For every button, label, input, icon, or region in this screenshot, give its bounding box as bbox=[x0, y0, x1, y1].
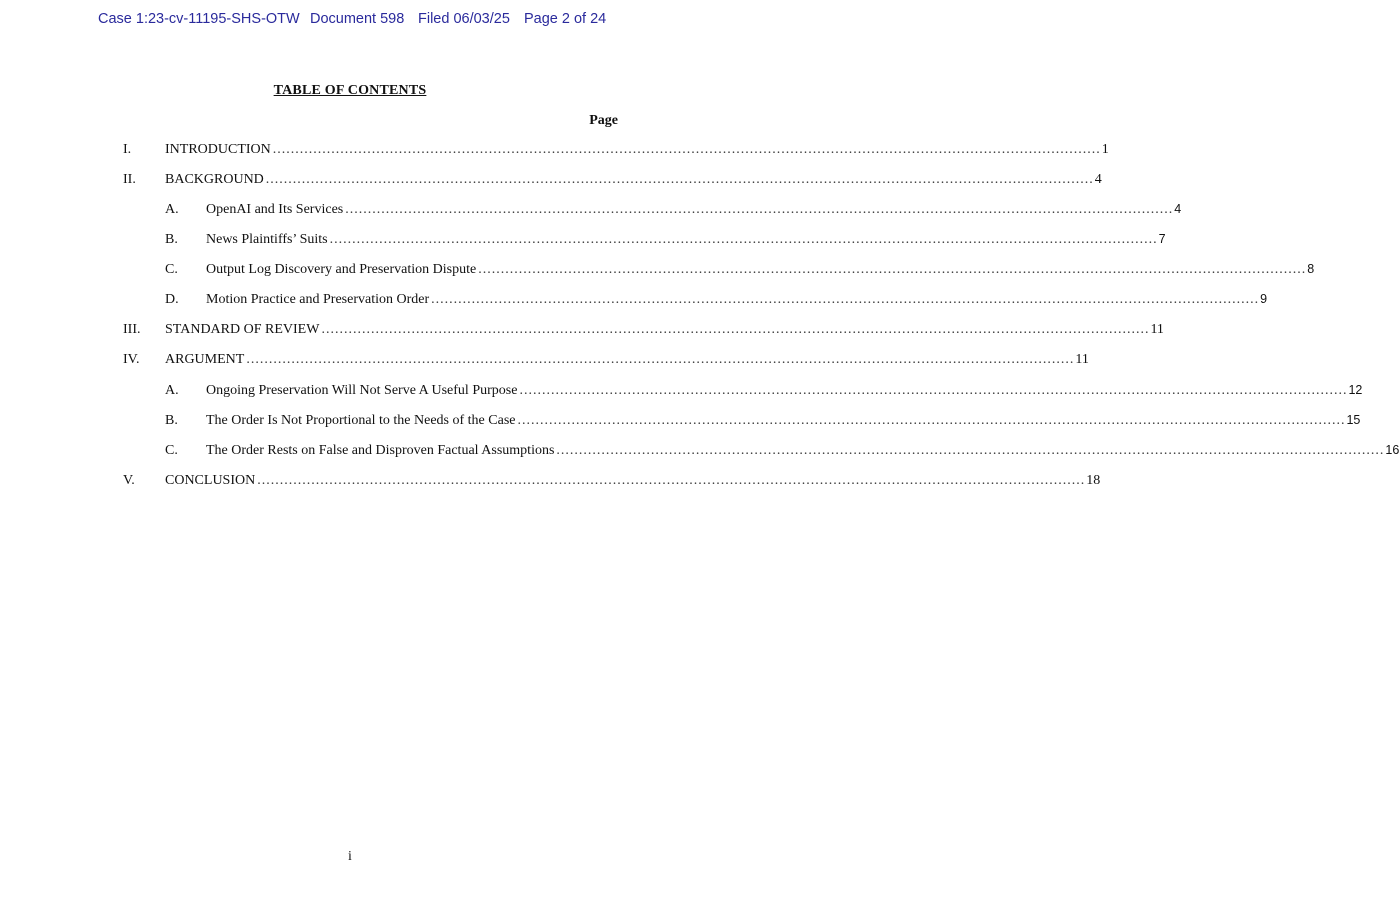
toc-entry-page: 9 bbox=[1260, 292, 1268, 306]
toc-entry-title: Output Log Discovery and Preservation Dispute bbox=[206, 262, 477, 277]
toc-entry-motion-practice bbox=[0, 292, 1268, 310]
toc-entry-not-proportional bbox=[0, 413, 1361, 431]
toc-entry-page: 11 bbox=[1075, 352, 1089, 367]
dot-leader: ........................................................................................................................................................................................ bbox=[478, 262, 1307, 277]
filing-header bbox=[0, 11, 700, 31]
toc-entry-page: 18 bbox=[1086, 473, 1101, 488]
dot-leader: ........................................................................................................................................................................................ bbox=[321, 322, 1150, 337]
dot-leader: ........................................................................................................................................................................................ bbox=[431, 292, 1260, 307]
toc-entry-title: ARGUMENT bbox=[165, 352, 245, 367]
dot-leader: ........................................................................................................................................................................................ bbox=[272, 142, 1101, 157]
toc-entry-background bbox=[0, 172, 1102, 190]
toc-entry-page: 1 bbox=[1101, 142, 1109, 157]
toc-entry-page: 16 bbox=[1385, 443, 1399, 457]
toc-entry-number: IV. bbox=[123, 352, 140, 367]
toc-entry-number: III. bbox=[123, 322, 141, 337]
toc-entry-number: A. bbox=[165, 202, 179, 217]
toc-entry-title: BACKGROUND bbox=[165, 172, 264, 187]
toc-entry-title: News Plaintiffs’ Suits bbox=[206, 232, 328, 247]
toc-entry-conclusion bbox=[0, 473, 1101, 491]
toc-entry-standard-of-review bbox=[0, 322, 1164, 340]
toc-entry-output-log-discovery bbox=[0, 262, 1315, 280]
toc-title: TABLE OF CONTENTS bbox=[273, 83, 427, 98]
dot-leader: ........................................................................................................................................................................................ bbox=[556, 443, 1385, 458]
page-column-label: Page bbox=[589, 113, 618, 128]
dot-leader: ........................................................................................................................................................................................ bbox=[329, 232, 1158, 247]
toc-entry-title: CONCLUSION bbox=[165, 473, 256, 488]
toc-entry-number: I. bbox=[123, 142, 132, 157]
toc-entry-number: II. bbox=[123, 172, 136, 187]
toc-entry-title: Motion Practice and Preservation Order bbox=[206, 292, 430, 307]
toc-entry-number: V. bbox=[123, 473, 135, 488]
toc-entry-number: A. bbox=[165, 383, 179, 398]
toc-entry-page: 4 bbox=[1174, 202, 1182, 216]
page-count: Page 2 of 24 bbox=[524, 11, 607, 27]
toc-entry-number: B. bbox=[165, 232, 178, 247]
toc-entry-title: The Order Rests on False and Disproven Factual Assumptions bbox=[206, 443, 555, 458]
toc-entry-argument bbox=[0, 352, 1089, 370]
toc-entry-page: 4 bbox=[1094, 172, 1102, 187]
page-number: i bbox=[348, 849, 352, 864]
dot-leader: ........................................................................................................................................................................................ bbox=[519, 383, 1348, 398]
toc-entry-openai-services bbox=[0, 202, 1182, 220]
toc-entry-title: STANDARD OF REVIEW bbox=[165, 322, 320, 337]
toc-entry-title: The Order Is Not Proportional to the Needs of the Case bbox=[206, 413, 516, 428]
dot-leader: ........................................................................................................................................................................................ bbox=[265, 172, 1094, 187]
toc-entry-number: D. bbox=[165, 292, 179, 307]
toc-entry-page: 7 bbox=[1158, 232, 1166, 246]
toc-entry-page: 12 bbox=[1348, 383, 1363, 397]
dot-leader: ........................................................................................................................................................................................ bbox=[517, 413, 1346, 428]
toc-entry-number: C. bbox=[165, 262, 178, 277]
toc-entry-introduction bbox=[0, 142, 1109, 160]
toc-entry-ongoing-preservation bbox=[0, 383, 1363, 401]
dot-leader: ........................................................................................................................................................................................ bbox=[257, 473, 1086, 488]
toc-entry-page: 11 bbox=[1150, 322, 1164, 337]
toc-entry-news-plaintiffs-suits bbox=[0, 232, 1166, 250]
toc-entry-false-assumptions bbox=[0, 443, 1399, 461]
toc-entry-title: INTRODUCTION bbox=[165, 142, 271, 157]
toc-entry-number: C. bbox=[165, 443, 178, 458]
document-number: Document 598 bbox=[310, 11, 405, 27]
toc-entry-page: 15 bbox=[1346, 413, 1361, 427]
toc-entry-number: B. bbox=[165, 413, 178, 428]
filed-date: Filed 06/03/25 bbox=[418, 11, 510, 27]
case-number: Case 1:23-cv-11195-SHS-OTW bbox=[98, 11, 300, 27]
toc-entry-page: 8 bbox=[1307, 262, 1315, 276]
toc-entry-title: OpenAI and Its Services bbox=[206, 202, 344, 217]
dot-leader: ........................................................................................................................................................................................ bbox=[246, 352, 1075, 367]
dot-leader: ........................................................................................................................................................................................ bbox=[345, 202, 1174, 217]
toc-entry-title: Ongoing Preservation Will Not Serve A Useful Purpose bbox=[206, 383, 518, 398]
